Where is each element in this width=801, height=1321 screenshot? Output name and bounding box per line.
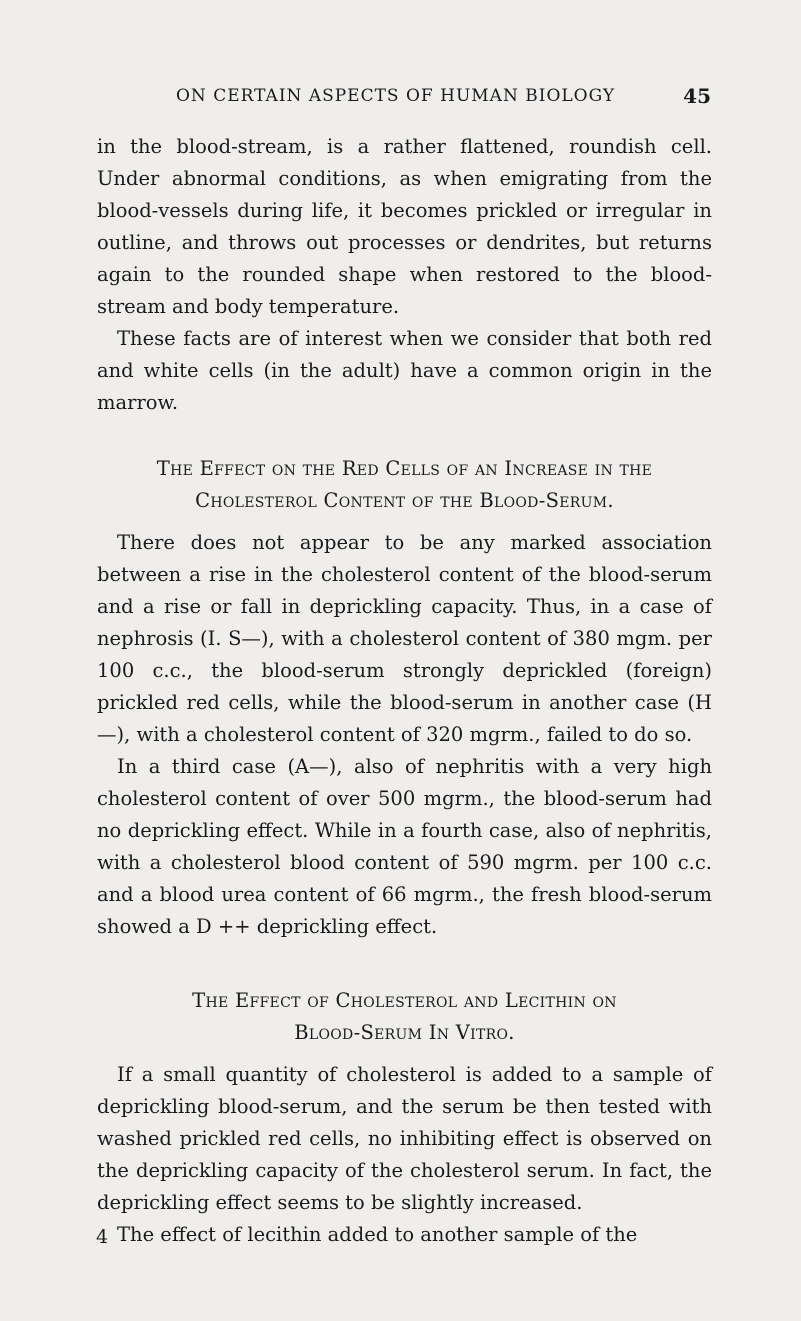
paragraph: The effect of lecithin added to another sample of the bbox=[117, 1223, 638, 1246]
paragraph: If a small quantity of cholesterol is added to a sample of deprickling blood-serum, and the serum be then tested with washed prickled red cells, no inhibiting effect is observed on the deprickling capacity of the cholesterol serum. In fact, the deprickling effect seems to be slightly increased. bbox=[97, 1063, 712, 1214]
running-header bbox=[96, 86, 711, 114]
page-number: 45 bbox=[683, 84, 711, 108]
signature-mark: 4 bbox=[96, 1226, 109, 1248]
paragraph: These facts are of interest when we consider that both red and white cells (in the adult) have a common origin in the marrow. bbox=[97, 327, 712, 414]
paragraph: There does not appear to be any marked association between a rise in the cholesterol content of the blood-serum and a rise or fall in deprickling capacity. Thus, in a case of nephrosis (I. S—), with a cholesterol content of 380 mgm. per 100 c.c., the blood-serum strongly deprickled (foreign) prickled red cells, while the blood-serum in another case (H—), with a cholesterol content of 320 mgrm., failed to do so. bbox=[97, 531, 712, 746]
paragraph: In a third case (A—), also of nephritis with a very high cholesterol content of over 500 mgrm., the blood-serum had no deprickling effect. While in a fourth case, also of nephritis, with a cholesterol blood content of 590 mgrm. per 100 c.c. and a blood urea content of 66 mgrm., the fresh blood-serum showed a D ++ deprickling effect. bbox=[97, 755, 712, 938]
page-body bbox=[97, 131, 712, 1251]
running-title: ON CERTAIN ASPECTS OF HUMAN BIOLOGY bbox=[176, 86, 616, 106]
section-heading-cholesterol-lecithin bbox=[97, 985, 712, 1049]
paragraph-continued: in the blood-stream, is a rather flattened, roundish cell. Under abnormal conditions, as when emigrating from the blood-vessels during life, it becomes prickled or irregular in outline, and throws out processes or dendrites, but returns again to the rounded shape when restored to the blood-stream and body temperature. bbox=[97, 135, 712, 318]
heading-line: Cholesterol Content of the Blood-Serum. bbox=[195, 489, 614, 512]
heading-line: The Effect of Cholesterol and Lecithin on bbox=[192, 989, 617, 1012]
heading-line: The Effect on the Red Cells of an Increase in the bbox=[156, 457, 653, 480]
section-heading-red-cells bbox=[97, 453, 712, 517]
heading-line: Blood-Serum In Vitro. bbox=[294, 1021, 515, 1044]
